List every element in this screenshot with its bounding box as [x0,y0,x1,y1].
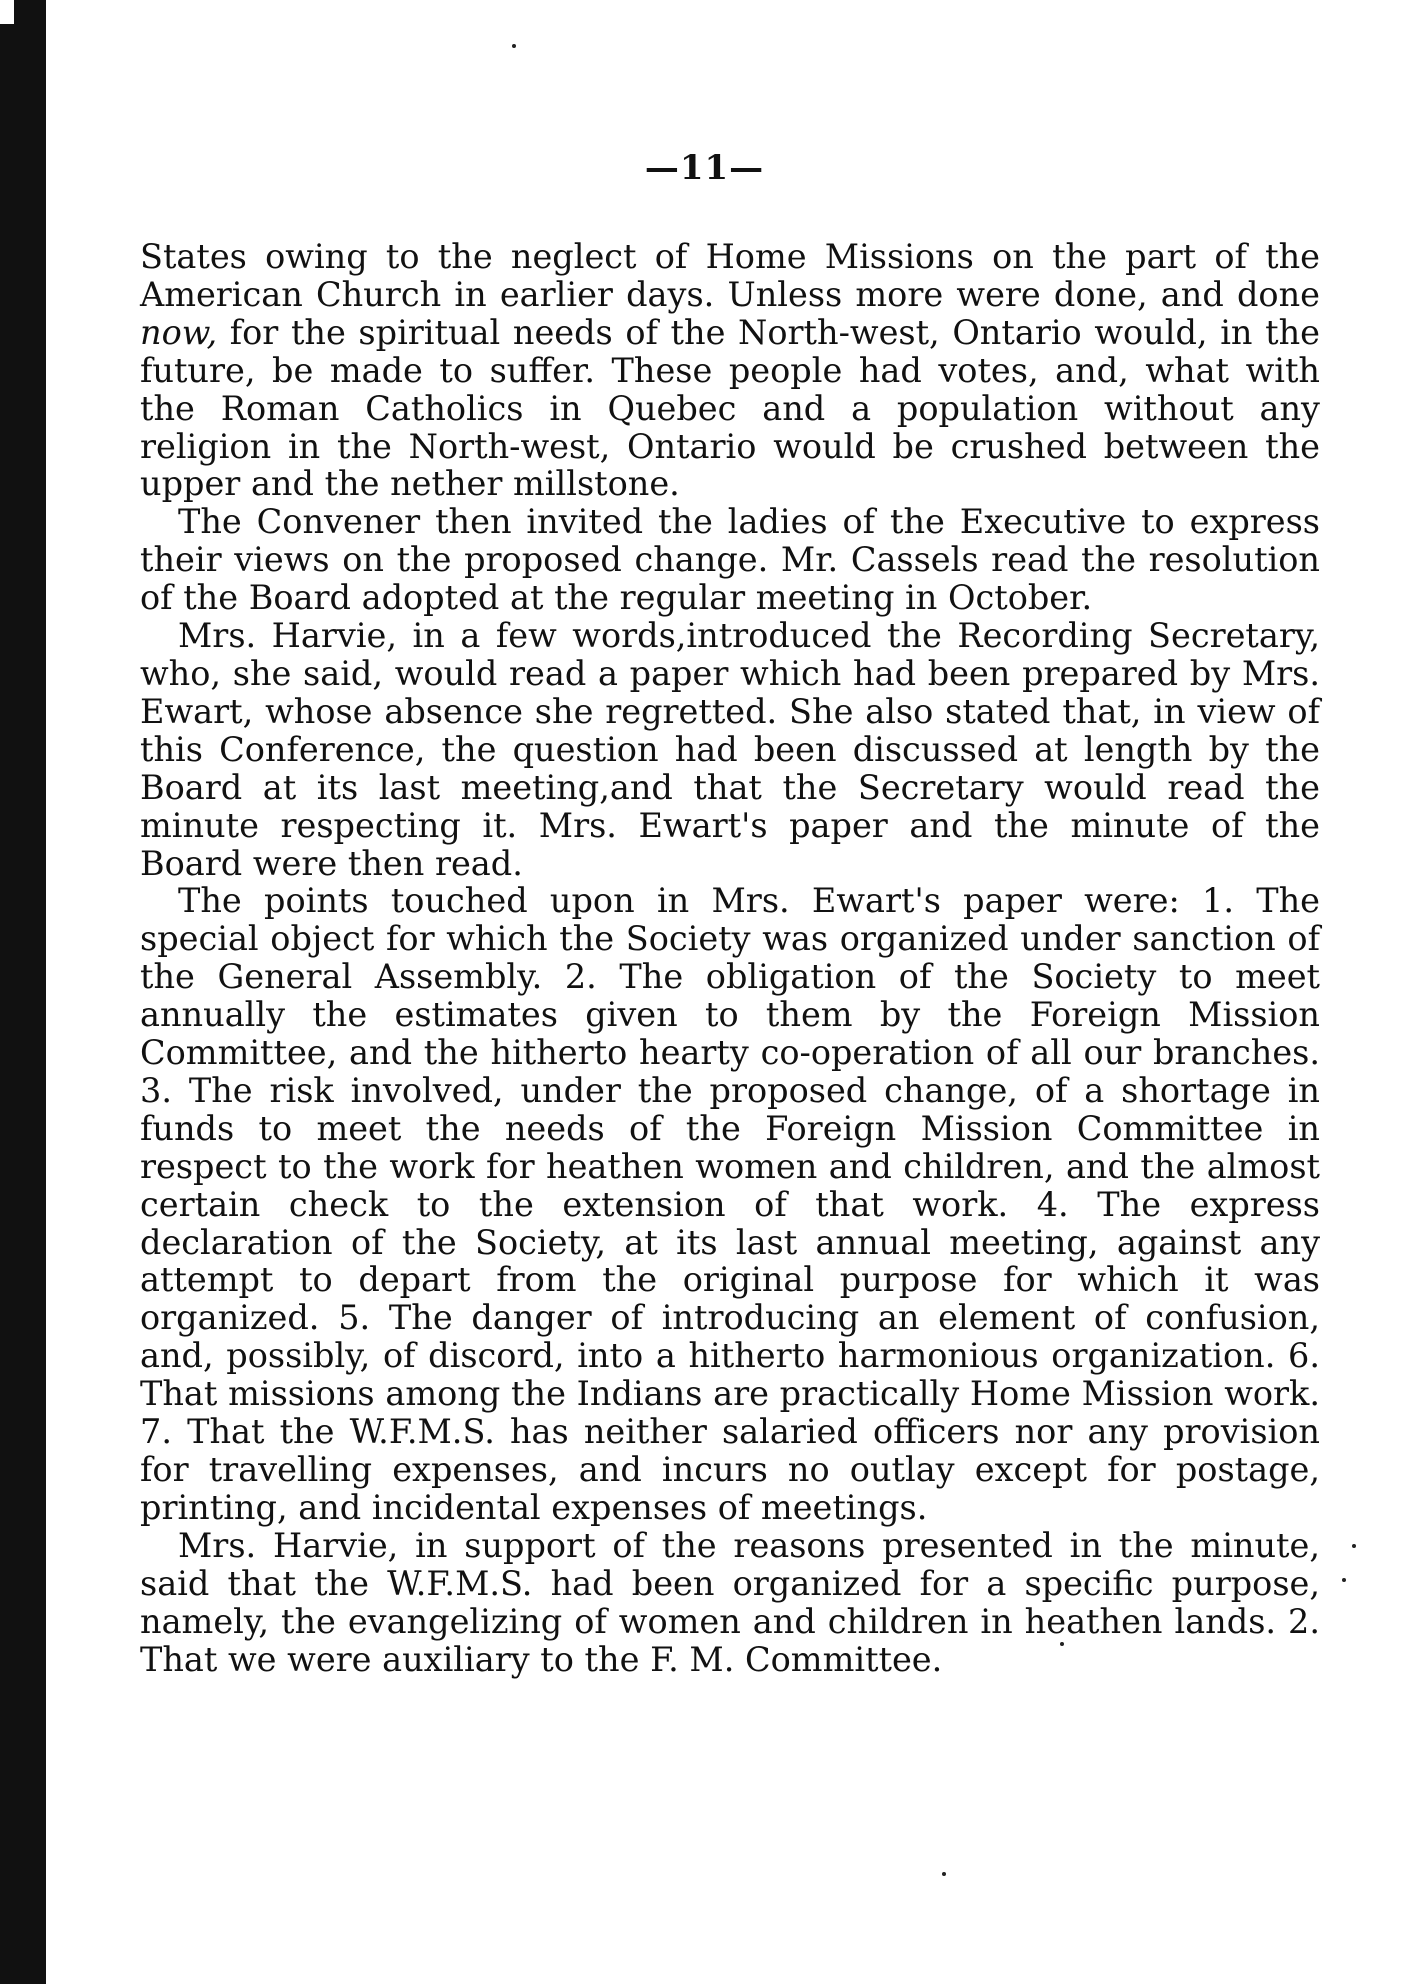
print-speck [1352,1544,1356,1548]
print-speck [942,1872,946,1876]
paragraph-1-text-start: States owing to the neglect of Home Missions on the part of the American Church in earlier days. Unless more were done, and done [140,237,1320,314]
print-speck [512,44,516,48]
paragraph-2: The Convener then invited the ladies of the Executive to express their views on the proposed change. Mr. Cassels read the resolution of the Board adopted at the regular meeting in October. [140,502,1320,618]
paragraph-1 [140,238,1320,503]
document-body [140,238,1320,1678]
paragraph-1-emphasis: now, [140,312,218,352]
binding-edge-notch [0,0,14,24]
paragraph-4: The points touched upon in Mrs. Ewart's paper were: 1. The special object for which the Society was organized under sanction of the General Assembly. 2. The obligation of the Society to meet annually the estimates given to them by the Foreign Mission Committee, and the hitherto hearty co-operation of all our branches. 3. The risk involved, under the proposed change, of a shortage in funds to meet the needs of the Foreign Mission Committee in respect to the work for heathen women and children, and the almost certain check to the extension of that work. 4. The express declaration of the Society, at its last annual meeting, against any attempt to depart from the original purpose for which it was organized. 5. The danger of introducing an element of confusion, and, possibly, of discord, into a hitherto harmonious organization. 6. That missions among the Indians are practically Home Mission work. 7. That the W.F.M.S. has neither salaried officers nor any provision for travelling expenses, and incurs no outlay except for postage, printing, and incidental expenses of meetings. [140,881,1320,1527]
print-speck [1342,1578,1346,1582]
paragraph-1-text-end: for the spiritual needs of the North-west, Ontario would, in the future, be made to suffer. These people had votes, and, what with the Roman Catholics in Quebec and a population without any religion in the North-west, Ontario would be crushed between the upper and the nether millstone. [140,312,1320,504]
paragraph-5: Mrs. Harvie, in support of the reasons presented in the minute, said that the W.F.M.S. had been organized for a specific purpose, namely, the evangelizing of women and children in heathen lands. 2. That we were auxiliary to the F. M. Committee. [140,1525,1320,1679]
paragraph-3: Mrs. Harvie, in a few words,introduced the Recording Secretary, who, she said, would read a paper which had been prepared by Mrs. Ewart, whose absence she regretted. She also stated that, in view of this Conference, the question had been discussed at length by the Board at its last meeting,and that the Secretary would read the minute respecting it. Mrs. Ewart's paper and the minute of the Board were then read. [140,616,1320,883]
page-number: —11— [644,148,765,188]
page-binding-edge [0,0,46,1984]
